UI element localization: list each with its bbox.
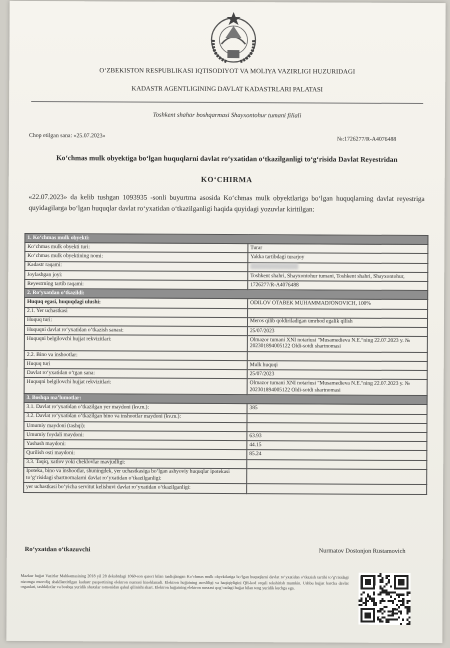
row-value: Olmazor tumani XNI notariusi "Musamedieva N.E."ning 22.07.2023 y. № 202301894005122 Oldi-sotdi shartnomasi bbox=[247, 379, 427, 396]
row-value: Mulk huquqi bbox=[247, 361, 427, 371]
row-label: Huquqni belgilovchi hujjat rekvizitlari: bbox=[24, 335, 247, 352]
section-header: 1. Ko‘chmas mulk obyekti: bbox=[25, 233, 428, 244]
state-emblem-icon bbox=[205, 10, 261, 66]
row-label: Huquq turi: bbox=[24, 316, 247, 326]
print-date: Chop etilgan sana: «25.07.2023» bbox=[28, 132, 106, 140]
row-label: Joylashgan joyi: bbox=[25, 270, 248, 280]
row-value: 1726277/R-A4076488 bbox=[248, 281, 428, 291]
row-label: yer uchastkasi bo‘yicha servitut kelishuvi davlat ro‘yxatidan o‘tkazilganligi: bbox=[24, 483, 247, 493]
row-label: Yashash maydoni: bbox=[24, 440, 247, 450]
header-divider bbox=[31, 101, 423, 104]
row-label: 2.1. Yer uchastkasi bbox=[25, 307, 248, 317]
row-label: 2.2. Bino va inshootlar: bbox=[24, 350, 247, 360]
document-sheet bbox=[6, 1, 445, 643]
row-label: Huquqni belgilovchi hujjat rekvizitlari: bbox=[24, 378, 247, 395]
section-header: 2. Ro‘yxatdan o‘tkazildi: bbox=[25, 289, 428, 300]
row-value: 385 bbox=[247, 404, 427, 414]
registrar-name: Nurmatov Dostonjon Rustamovich bbox=[318, 547, 406, 555]
row-value: Meros qilib qoldiriladigan umrbod egalik qilish bbox=[247, 317, 427, 327]
row-value: Toshkent shahri, Shayxontohur tumani, Toshkent shahri, Shayxontohur, bbox=[248, 271, 428, 281]
row-label: Ko‘chmas mulk obyekti turi: bbox=[25, 243, 248, 253]
row-value: Olmazor tumani XNI notariusi "Musamedieva N.E."ning 22.07.2023 y. № 202301894005122 Oldi-sotdi shartnomasi bbox=[247, 336, 427, 353]
row-label: 3.1. Davlat ro‘yxatidan o‘tkazilgan yer maydoni (kv.m.): bbox=[24, 403, 247, 413]
row-value bbox=[247, 484, 427, 494]
row-label: Umumiy maydoni (tashqi): bbox=[24, 421, 247, 431]
row-value: ODILOV OTABEK MUHAMMADJONOVICH, 100% bbox=[248, 299, 428, 309]
ministry-heading: O‘ZBEKISTON RESPUBLIKASI IQTISODIYOT VA MOLIYA VAZIRLIGI HUZURIDAGI bbox=[99, 67, 356, 76]
row-value: 85.24 bbox=[247, 450, 427, 460]
row-label: Reyestrning tartib raqami: bbox=[25, 279, 248, 289]
row-value bbox=[247, 468, 427, 485]
row-value: 25/07/2023 bbox=[247, 326, 427, 336]
intro-paragraph: «22.07.2023» da kelib tushgan 1093935 -sonli buyurtma asosida Ko‘chmas mulk obyektlariga bo‘lgan huquqlarning davlat reyestriga quyidagilarga bo‘lgan huquqlar davlat ro‘yxatidan o‘tkazilganligi haqida quyidagi yozuvlar kiritilgan: bbox=[28, 192, 425, 213]
row-value: 44.15 bbox=[247, 441, 427, 451]
row-label: Huquq egasi, huquqdagi ulushi: bbox=[25, 298, 248, 308]
document-number: №:1726277/R-A4076488 bbox=[336, 136, 397, 143]
footer-note: Mazkur hujjat Vazirlar Mahkamasining 2018 yil 28 dekabrdagi 1060-son qarori bilan tasdiqlangan Ko‘chmas mulk obyektlariga bo‘lgan huquqlarni davlat ro‘yxatidan o‘tkazish tartibi to‘g‘risidagi nizomga muvofiq shakllantirilgan kadastr pasportining elektron nusxasi hisoblanadi. Elektron hujjatning asosliligi va haqiqiyligini QR-kod orqali tekshirish mumkin. Ushbu hujjat barcha davlat organlari, tashkilotlar va boshqa yuridik shaxslar tomonidan qabul qilinishi shart. Elektron hujjatning elektron nusxasi qog‘ozdagi hujjat bilan teng yuridik kuchga ega. bbox=[20, 572, 349, 591]
row-label: 3.3. Taqiq, xatlov yoki cheklovlar mavjudligi: bbox=[24, 458, 247, 468]
document-subtitle: KO‘CHIRMA bbox=[201, 174, 253, 185]
document-title: Ko‘chmas mulk obyektiga bo‘lgan huquqlarni davlat ro‘yxatidan o‘tkazilganligi to‘g‘risida Davlat Reyestridan bbox=[56, 154, 398, 164]
row-label: 3.2. Davlat ro‘yxatidan o‘tkazilgan bino va inshootlar maydoni (kv.m.): bbox=[24, 412, 247, 422]
row-value: Yakka tartibdagi turarjoy bbox=[248, 253, 428, 263]
row-value: Turar bbox=[248, 244, 428, 254]
row-label: Huquq turi bbox=[24, 359, 247, 369]
row-label: Ipoteka, bino va inshootlar, shuningdek, yer uchastkasiga bo‘lgan ashyoviy huquqlar ipotekasi to‘g‘risidagi shartnomalarni davlat ro‘yxatidan o‘tkazilganligi: bbox=[24, 467, 247, 484]
agency-heading: KADASTR AGENTLIGINING DAVLAT KADASTRLARI PALATASI bbox=[131, 85, 323, 94]
branch-name: Toshkent shahar boshqarmasi Shayxontohur tumani filiali bbox=[152, 111, 302, 120]
row-value: 63.93 bbox=[247, 432, 427, 442]
row-label: Ko‘chmas mulk obyektining nomi: bbox=[25, 252, 248, 262]
registry-table bbox=[23, 233, 428, 495]
row-label: Huquqni davlat ro‘yxatidan o‘tkazish sanasi: bbox=[24, 325, 247, 335]
registrar-label: Ro‘yxatdan o‘tkazuvchi bbox=[24, 545, 91, 554]
row-label: Davlat ro‘yxatidan o‘tgan sana: bbox=[24, 369, 247, 379]
row-label: Qurilish osti maydoni: bbox=[24, 449, 247, 459]
row-label: Kadastr raqami: bbox=[25, 261, 248, 271]
section-header: 3. Boshqa ma’lumotlar: bbox=[24, 394, 427, 405]
row-label: Umumiy foydali maydoni: bbox=[24, 430, 247, 440]
table-row bbox=[24, 483, 427, 494]
qr-code-icon bbox=[358, 573, 410, 625]
row-value: 25/07/2023 bbox=[247, 370, 427, 380]
